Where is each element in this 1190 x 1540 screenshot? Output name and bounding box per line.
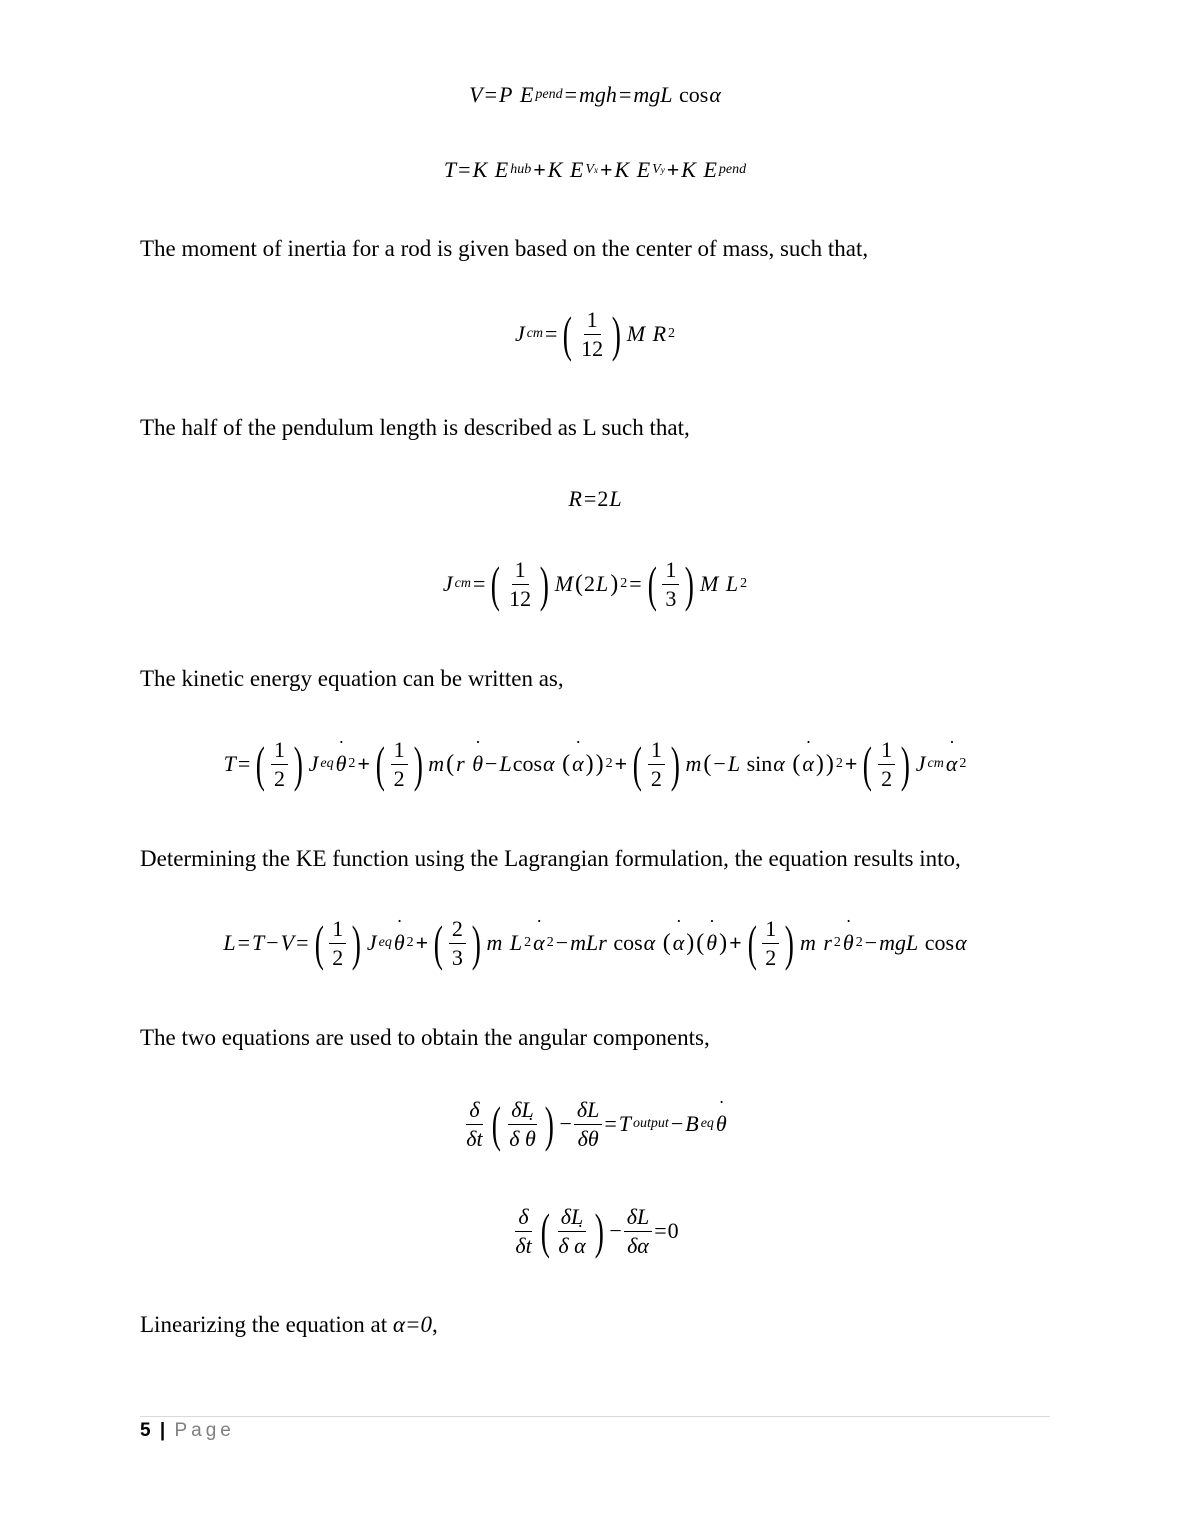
page-footer — [140, 1420, 235, 1442]
equation-euler-alpha: $\frac{\delta}{\delta t}$ ( $\frac{\delta L}{\text{δ α}}$ ˙ ) − $\frac{\delta L}{\delta\alpha}$ = 0 — [0, 1203, 1190, 1259]
equation-inertia-cm-l: J cm = ( $\frac{1}{12}$ ) M ( 2 L ) 2 = ( $\frac{1}{3}$ ) M L 2 — [442, 556, 748, 612]
page-label: Page — [174, 1420, 235, 1441]
equation-inertia-cm: J cm = ( $\frac{1}{12}$ ) M R 2 — [514, 306, 676, 362]
equation-kinetic-expanded: T = ( $\frac{1}{2}$ ) J eq θ ˙ 2 + ( $\frac{1}{2}$ ) m ( r θ ˙ − L cos α ( α ˙ ) ) 2 + ( $\frac{1}{2}$ ) m ( − L sin α ( α ˙ ) ) 2 + ( $\frac{1}{2}$ ) J cm α ˙ 2 — [0, 736, 1190, 792]
paragraph-lagrangian: Determining the KE function using the Lagrangian formulation, the equation results into, — [140, 846, 961, 871]
paragraph-half-length: The half of the pendulum length is described as L such that, — [140, 415, 690, 440]
linearizing-comma: , — [432, 1312, 438, 1337]
paragraph-moment-of-inertia: The moment of inertia for a rod is given based on the center of mass, such that, — [140, 236, 869, 261]
equation-total-kinetic: T = K E hub + K E Vx + K E Vy + K E pend — [443, 157, 747, 182]
equation-r-equals-2l: R = 2 L — [568, 486, 622, 511]
paragraph-linearizing — [140, 1311, 438, 1339]
footer-divider — [140, 1416, 1050, 1417]
equation-euler-theta: $\frac{\delta}{\delta t}$ ( $\frac{\delta L}{\text{δ θ}}$ ˙ ) − $\frac{\delta L}{\delta\theta}$ = T output − B eq θ ˙ — [0, 1096, 1190, 1152]
paragraph-angular-components: The two equations are used to obtain the angular components, — [140, 1025, 710, 1050]
inline-math-alpha-zero: α=0 — [392, 1312, 432, 1337]
equation-lagrangian: L = T − V = ( $\frac{1}{2}$ ) J eq θ ˙ 2 + ( $\frac{2}{3}$ ) m L 2 α ˙ 2 − mLr cos α ( α ˙ ) ( θ ˙ ) + ( $\frac{1}{2}$ ) m r 2 θ ˙ 2 − mgL cos α — [0, 915, 1190, 971]
paragraph-kinetic-equation: The kinetic energy equation can be written as, — [140, 666, 564, 691]
equation-potential-energy: V = P E pend = mgh = mgL cos α — [469, 82, 721, 107]
page-number: 5 — [140, 1420, 151, 1441]
linearizing-text: Linearizing the equation at — [140, 1312, 393, 1337]
footer-separator: | — [159, 1420, 166, 1441]
